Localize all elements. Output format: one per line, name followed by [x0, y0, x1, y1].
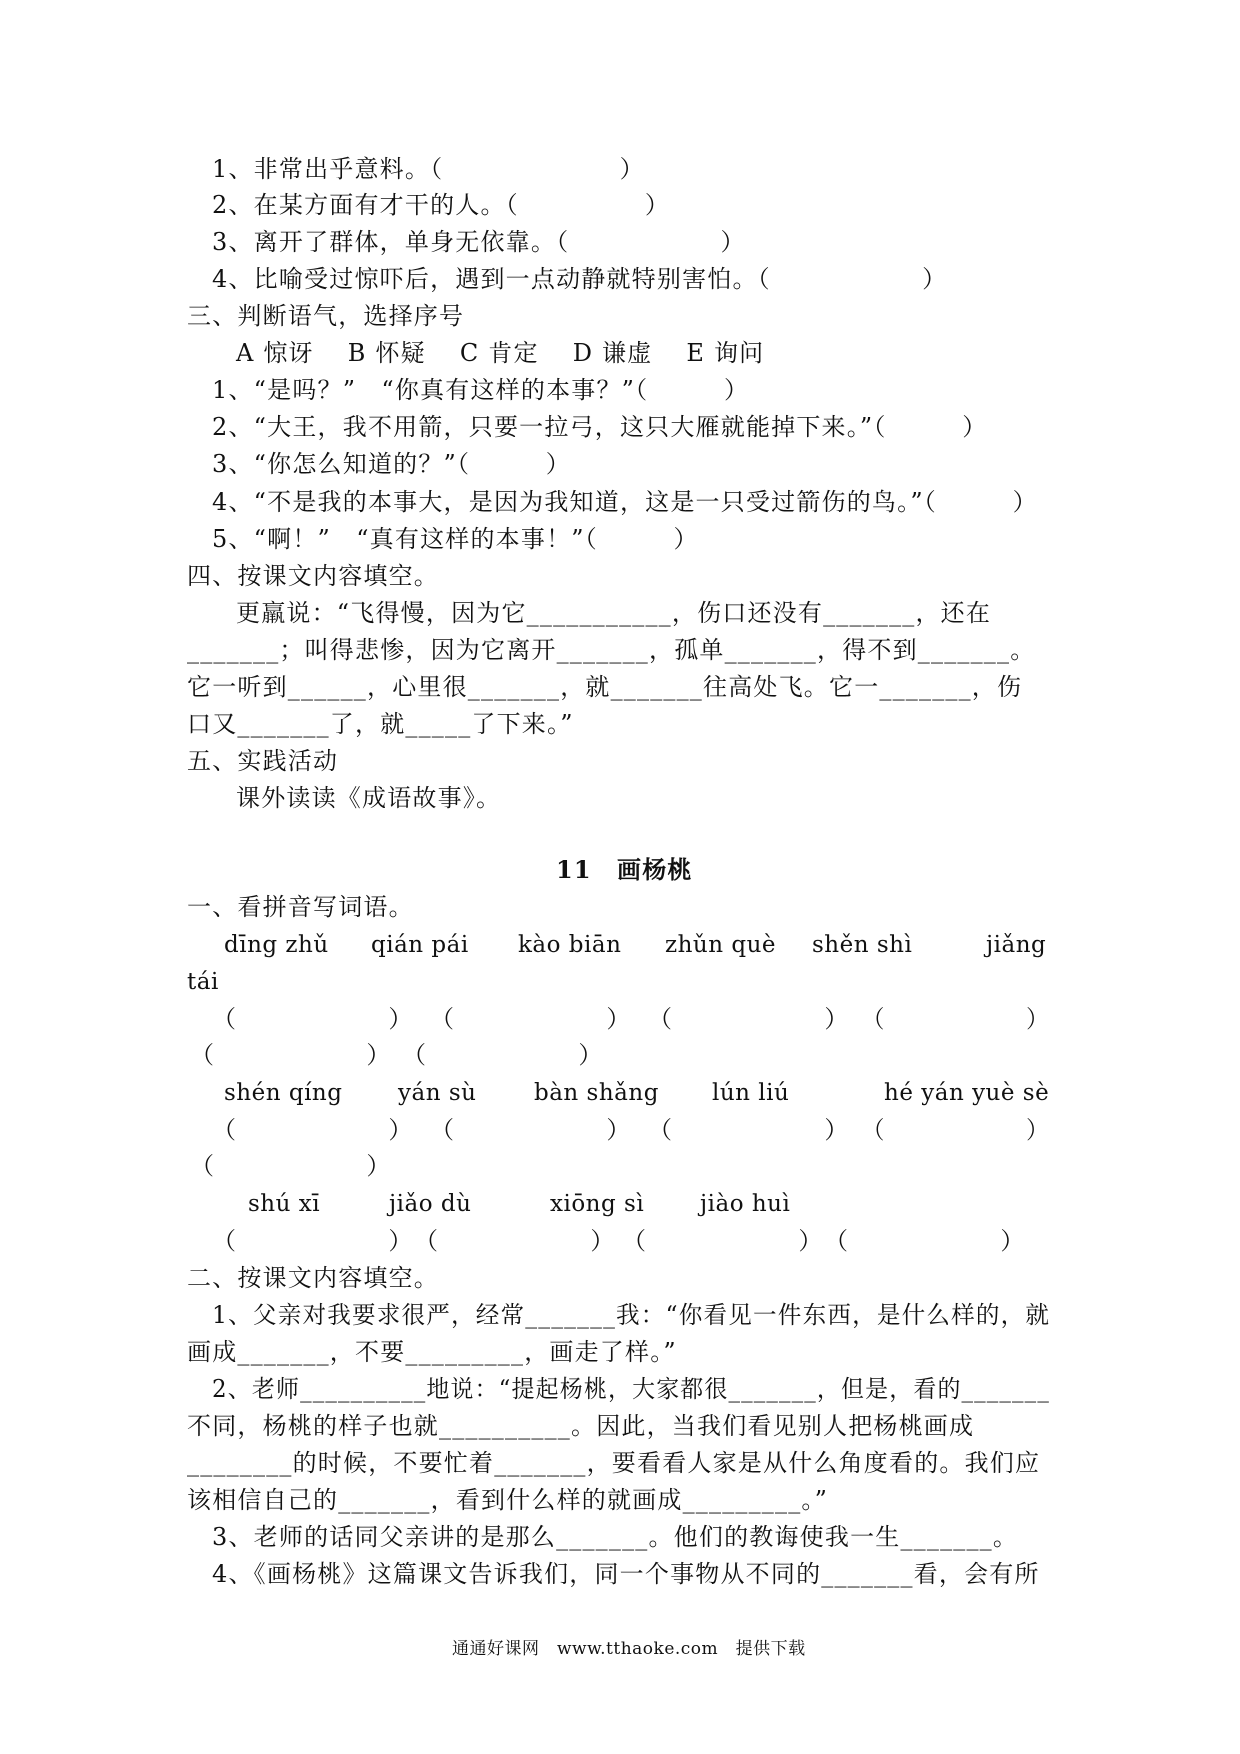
fill-blank-line: 更羸说：“飞得慢，因为它___________，伤口还没有_______，还在	[236, 599, 992, 627]
lesson-title: 11 画杨桃	[556, 855, 693, 884]
activity-text: 课外读读《成语故事》。	[236, 784, 502, 812]
tone-item: 4、“不是我的本事大，是因为我知道，这是一只受过箭伤的鸟。”（ ）	[212, 488, 1038, 516]
pinyin-word: xiōng sì	[550, 1191, 645, 1217]
fill-blank-line: 它一听到______，心里很_______，就_______往高处飞。它一_______，伤	[187, 673, 1023, 701]
answer-blank: （ ）	[190, 1152, 392, 1180]
answer-blank: （ ）	[212, 1116, 414, 1144]
answer-blank: （ ）	[190, 1041, 392, 1069]
tone-item: 2、“大王，我不用箭，只要一拉弓，这只大雁就能掉下来。”（ ）	[212, 413, 988, 441]
pinyin-word: jiǎo dù	[389, 1191, 472, 1217]
fill-blank-line: 3、老师的话同父亲讲的是那么_______。他们的教诲使我一生_______。	[212, 1523, 1019, 1551]
fill-blank-line: 4、《画杨桃》这篇课文告诉我们，同一个事物从不同的_______看，会有所	[212, 1560, 1040, 1588]
section-heading: 四、按课文内容填空。	[187, 562, 439, 590]
definition-item: 1、非常出乎意料。（ ）	[212, 155, 645, 183]
fill-blank-line: 画成_______，不要_________，画走了样。”	[187, 1338, 677, 1366]
pinyin-word: qián pái	[371, 932, 469, 958]
tone-item: 5、“啊！” “真有这样的本事！”（ ）	[212, 525, 699, 553]
tone-item: 1、“是吗？” “你真有这样的本事？”（ ）	[212, 376, 750, 404]
answer-blank: （ ）	[648, 1005, 850, 1033]
answer-blank: （ ）	[862, 1116, 1050, 1144]
answer-blank: （ ）	[648, 1116, 850, 1144]
answer-blank: （ ）	[824, 1227, 1026, 1255]
fill-blank-line: 不同，杨桃的样子也就__________。因此，当我们看见别人把杨桃画成	[187, 1412, 975, 1440]
fill-blank-line: 2、老师__________地说：“提起杨桃，大家都很_______，但是，看的_______	[212, 1375, 1050, 1403]
pinyin-word: yán sù	[398, 1080, 477, 1106]
pinyin-word: bàn shǎng	[534, 1080, 659, 1106]
pinyin-word: jiǎng	[986, 932, 1047, 958]
pinyin-word: tái	[187, 969, 219, 995]
answer-blank: （ ）	[414, 1227, 616, 1255]
section-heading: 一、看拼音写词语。	[187, 893, 414, 921]
fill-blank-line: 该相信自己的_______，看到什么样的就画成_________。”	[187, 1486, 829, 1514]
fill-blank-line: ________的时候，不要忙着_______，要看看人家是从什么角度看的。我们应	[187, 1449, 1041, 1477]
fill-blank-line: 1、父亲对我要求很严，经常_______我：“你看见一件东西，是什么样的，就	[212, 1301, 1051, 1329]
fill-blank-line: _______；叫得悲惨，因为它离开_______，孤单_______，得不到_______。	[187, 636, 1036, 664]
pinyin-word: jiào huì	[700, 1191, 791, 1217]
pinyin-word: lún liú	[712, 1080, 790, 1106]
answer-blank: （ ）	[212, 1227, 414, 1255]
pinyin-word: dīng zhǔ	[224, 932, 329, 958]
tone-options: A 惊讶 B 怀疑 C 肯定 D 谦虚 E 询问	[236, 339, 765, 367]
tone-item: 3、“你怎么知道的？”（ ）	[212, 450, 572, 478]
answer-blank: （ ）	[402, 1041, 604, 1069]
pinyin-word: kào biān	[518, 932, 622, 958]
definition-item: 4、比喻受过惊吓后，遇到一点动静就特别害怕。（ ）	[212, 265, 948, 293]
definition-item: 2、在某方面有才干的人。（ ）	[212, 191, 671, 219]
pinyin-word: shěn shì	[812, 932, 913, 958]
section-heading: 五、实践活动	[187, 747, 339, 775]
answer-blank: （ ）	[430, 1005, 632, 1033]
answer-blank: （ ）	[862, 1005, 1050, 1033]
fill-blank-line: 口又_______了，就_____了下来。”	[187, 710, 574, 738]
pinyin-word: hé yán yuè sè	[884, 1080, 1050, 1106]
section-heading: 三、判断语气，选择序号	[187, 302, 465, 330]
answer-blank: （ ）	[622, 1227, 824, 1255]
pinyin-word: shén qíng	[224, 1080, 343, 1106]
section-heading: 二、按课文内容填空。	[187, 1264, 439, 1292]
page-footer: 通通好课网 www.tthaoke.com 提供下载	[452, 1639, 806, 1659]
pinyin-word: shú xī	[248, 1191, 321, 1217]
answer-blank: （ ）	[212, 1005, 414, 1033]
definition-item: 3、离开了群体，单身无依靠。（ ）	[212, 228, 746, 256]
answer-blank: （ ）	[430, 1116, 632, 1144]
pinyin-word: zhǔn què	[665, 932, 777, 958]
